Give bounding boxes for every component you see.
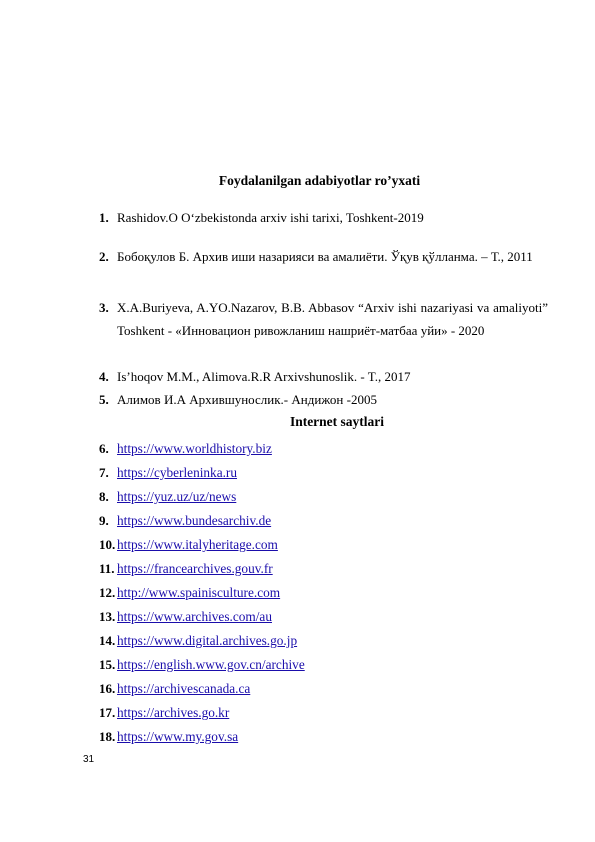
website-link[interactable]: https://www.archives.com/au [117, 609, 272, 624]
website-item [99, 533, 548, 556]
website-link[interactable]: https://archives.go.kr [117, 705, 230, 720]
website-link[interactable]: https://cyberleninka.ru [117, 465, 238, 480]
website-link[interactable]: https://www.bundesarchiv.de [117, 513, 272, 528]
website-number: 17. [99, 705, 116, 720]
website-item [99, 629, 548, 652]
website-number: 8. [99, 489, 109, 504]
website-link[interactable]: https://yuz.uz/uz/news [117, 489, 237, 504]
website-item [99, 485, 548, 508]
website-number: 7. [99, 465, 109, 480]
website-number: 14. [99, 633, 116, 648]
website-number: 9. [99, 513, 109, 528]
reference-text: Алимов И.А Архившунослик.- Андижон -2005 [117, 392, 377, 407]
reference-item [99, 365, 548, 388]
website-link[interactable]: https://www.italyheritage.com [117, 537, 278, 552]
website-number: 18. [99, 729, 116, 744]
reference-item [99, 206, 548, 229]
reference-item [99, 245, 548, 268]
website-link[interactable]: https://archivescanada.ca [117, 681, 251, 696]
website-number: 12. [99, 585, 116, 600]
reference-item [99, 296, 548, 342]
page-number: 31 [83, 754, 95, 765]
reference-number: 2. [99, 249, 109, 264]
website-link[interactable]: https://www.digital.archives.go.jp [117, 633, 298, 648]
reference-text: Is’hoqov M.M., Alimova.R.R Arxivshunoslik. - T., 2017 [117, 369, 411, 384]
website-item [99, 581, 548, 604]
website-link[interactable]: https://www.my.gov.sa [117, 729, 239, 744]
website-number: 6. [99, 441, 109, 456]
website-number: 11. [99, 561, 115, 576]
website-item [99, 605, 548, 628]
references-heading: Foydalanilgan adabiyotlar ro’yxati [218, 173, 421, 188]
website-number: 15. [99, 657, 116, 672]
website-number: 10. [99, 537, 116, 552]
website-item [99, 461, 548, 484]
website-link[interactable]: https://english.www.gov.cn/archive [117, 657, 305, 672]
reference-text: Бобоқулов Б. Архив иши назарияси ва амалиёти. Ўқув қўлланма. – Т., 2011 [117, 249, 533, 264]
websites-heading: Internet saytlari [289, 414, 385, 429]
website-item [99, 677, 548, 700]
reference-number: 3. [99, 300, 109, 315]
website-link[interactable]: http://www.spainisculture.com [117, 585, 281, 600]
reference-item [99, 388, 548, 411]
reference-number: 1. [99, 210, 109, 225]
website-link[interactable]: https://www.worldhistory.biz [117, 441, 272, 456]
website-item [99, 725, 548, 748]
website-item [99, 653, 548, 676]
website-link[interactable]: https://francearchives.gouv.fr [117, 561, 273, 576]
reference-text: X.A.Buriyeva, A.YO.Nazarov, B.B. Abbasov “Arxiv ishi nazariyasi va amaliyoti” Toshkent - «Инновацион ривожланиш нашриёт-матбаа уйи» - 2020 [117, 300, 548, 338]
reference-text: Rashidov.O O‘zbekistonda arxiv ishi tarixi, Toshkent-2019 [117, 210, 424, 225]
website-item [99, 509, 548, 532]
website-item [99, 557, 548, 580]
website-item [99, 437, 548, 460]
website-number: 13. [99, 609, 116, 624]
website-number: 16. [99, 681, 116, 696]
reference-number: 5. [99, 392, 109, 407]
reference-number: 4. [99, 369, 109, 384]
website-item [99, 701, 548, 724]
